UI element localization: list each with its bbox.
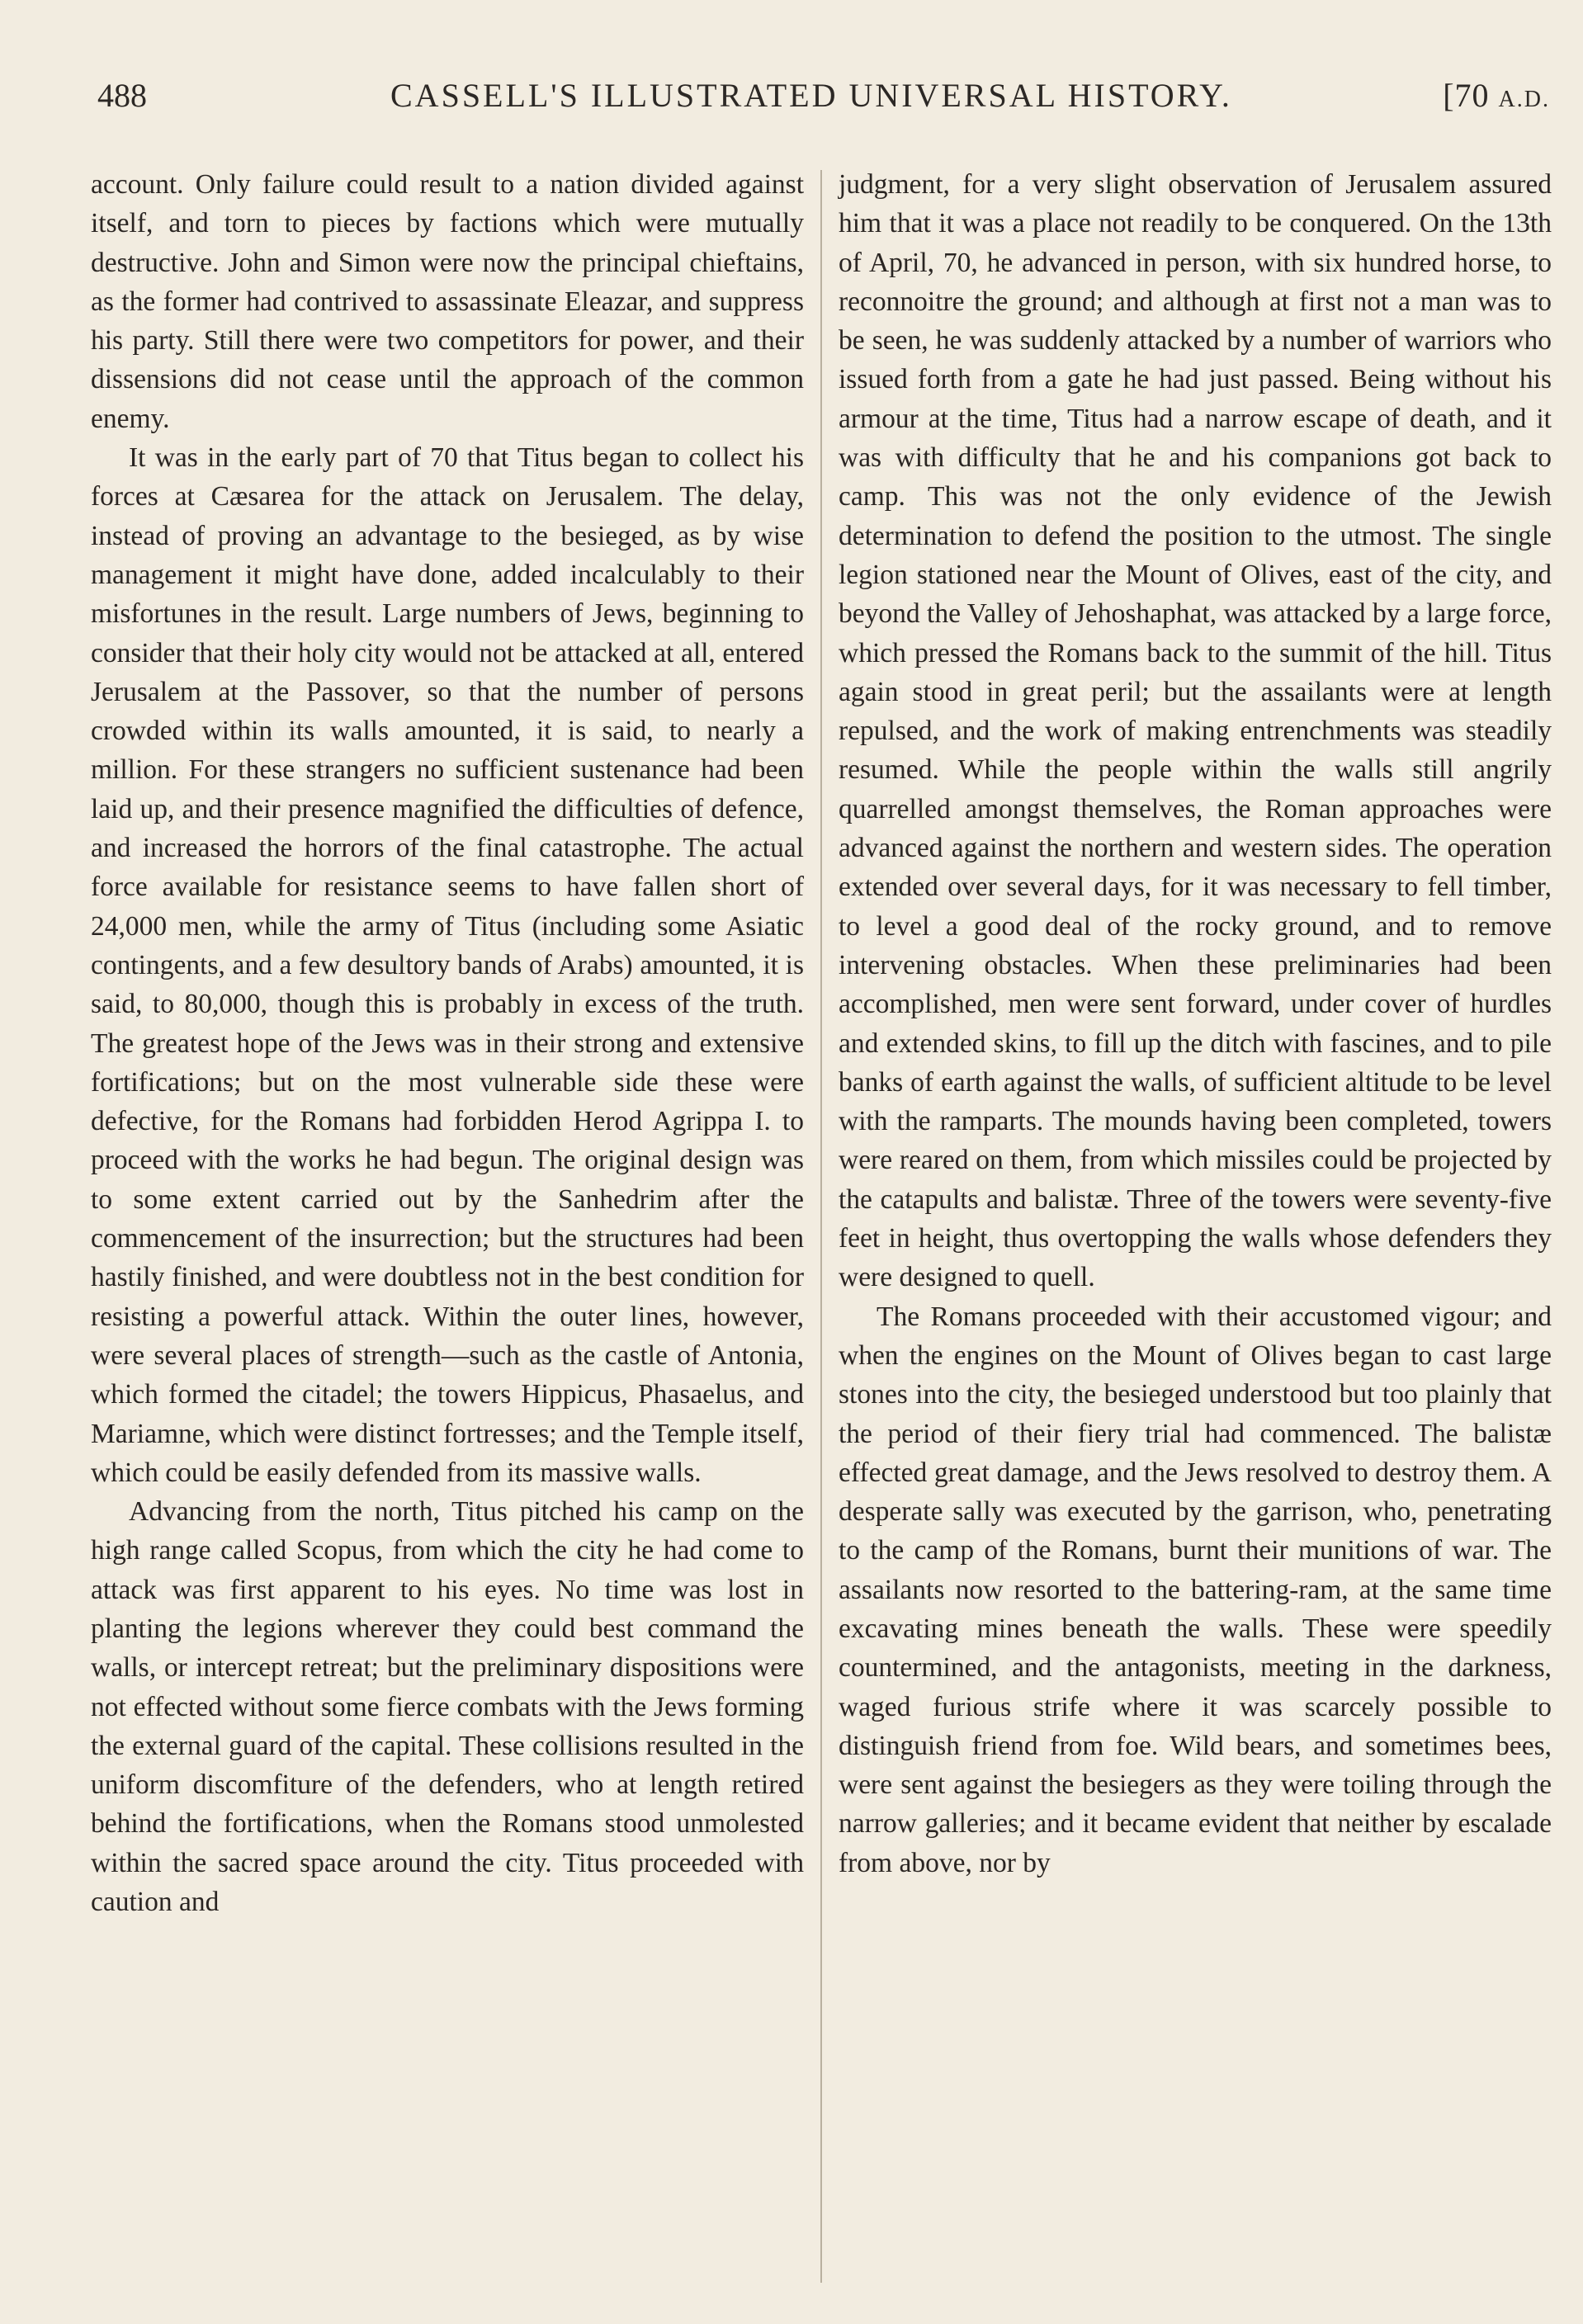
left-column	[91, 165, 804, 1921]
column-divider	[820, 170, 822, 2283]
page-title: CASSELL'S ILLUSTRATED UNIVERSAL HISTORY.	[390, 77, 1232, 114]
date-era: A.D.	[1498, 87, 1550, 112]
date-number: [70	[1443, 77, 1490, 114]
paragraph: The Romans proceeded with their accustomed vigour; and when the engines on the Mount of Olives began to cast large stones into the city, the besieged understood but too plainly that the period of their fiery trial had commenced. The balistæ effected great damage, and the Jews resolved to destroy them. A desperate sally was executed by the garrison, who, penetrating to the camp of the Romans, burnt their munitions of war. The assailants now resorted to the battering-ram, at the same time excavating mines beneath the walls. These were speedily countermined, and the antagonists, meeting in the darkness, waged furious strife where it was scarcely possible to distinguish friend from foe. Wild bears, and sometimes bees, were sent against the besiegers as they were toiling through the narrow galleries; and it became evident that neither by escalade from above, nor by	[839, 1301, 1552, 1878]
paragraph: judgment, for a very slight observation of Jerusalem assured him that it was a place not readily to be conquered. On the 13th of April, 70, he advanced in person, with six hundred horse, to reconnoitre the ground; and although at first not a man was to be seen, he was suddenly attacked by a number of warriors who issued forth from a gate he had just passed. Being without his armour at the time, Titus had a narrow escape of death, and it was with difficulty that he and his companions got back to camp. This was not the only evidence of the Jewish determination to defend the position to the utmost. The single legion stationed near the Mount of Olives, east of the city, and beyond the Valley of Jehoshaphat, was attacked by a large force, which pressed the Romans back to the summit of the hill. Titus again stood in great peril; but the assailants were at length repulsed, and the work of making entrenchments was steadily resumed. While the people within the walls still angrily quarrelled amongst themselves, the Roman approaches were advanced against the northern and western sides. The operation extended over several days, for it was necessary to fell timber, to level a good deal of the rocky ground, and to remove intervening obstacles. When these preliminaries had been accomplished, men were sent forward, under cover of hurdles and extended skins, to fill up the ditch with fascines, and to pile banks of earth against the walls, of sufficient altitude to be level with the ramparts. The mounds having been completed, towers were reared on them, from which missiles could be projected by the catapults and balistæ. Three of the towers were seventy-five feet in height, thus overtopping the walls whose defenders they were designed to quell.	[839, 169, 1552, 1293]
right-column	[839, 165, 1552, 1882]
paragraph: Advancing from the north, Titus pitched his camp on the high range called Scopus, from which the city he had come to attack was first apparent to his eyes. No time was lost in planting the legions wherever they could best command the walls, or intercept retreat; but the preliminary dispositions were not effected without some fierce combats with the Jews forming the external guard of the capital. These collisions resulted in the uniform discomfiture of the defenders, who at length retired behind the fortifications, when the Romans stood unmolested within the sacred space around the city. Titus proceeded with caution and	[91, 1496, 804, 1918]
date-marker	[1443, 76, 1550, 115]
page-number: 488	[97, 77, 147, 114]
running-head	[97, 76, 1550, 125]
paragraph: It was in the early part of 70 that Titus began to collect his forces at Cæsarea for the attack on Jerusalem. The delay, instead of proving an advantage to the besieged, as by wise management it might have done, added incalculably to their misfortunes in the result. Large numbers of Jews, beginning to consider that their holy city would not be attacked at all, entered Jerusalem at the Passover, so that the number of persons crowded within its walls amounted, it is said, to nearly a million. For these strangers no sufficient sustenance had been laid up, and their presence magnified the difficulties of defence, and increased the horrors of the final catastrophe. The actual force available for resistance seems to have fallen short of 24,000 men, while the army of Titus (including some Asiatic contingents, and a few desultory bands of Arabs) amounted, it is said, to 80,000, though this is probably in excess of the truth. The greatest hope of the Jews was in their strong and extensive fortifications; but on the most vulnerable side these were defective, for the Romans had forbidden Herod Agrippa I. to proceed with the works he had begun. The original design was to some extent carried out by the Sanhedrim after the commencement of the insurrection; but the structures had been hastily finished, and were doubtless not in the best condition for resisting a powerful attack. Within the outer lines, however, were several places of strength—such as the castle of Antonia, which formed the citadel; the towers Hippicus, Phasaelus, and Mariamne, which were distinct fortresses; and the Temple itself, which could be easily defended from its massive walls.	[91, 442, 804, 1488]
paragraph: account. Only failure could result to a nation divided against itself, and torn to pieces by factions which were mutually destructive. John and Simon were now the principal chieftains, as the former had contrived to assassinate Eleazar, and suppress his party. Still there were two competitors for power, and their dissensions did not cease until the approach of the common enemy.	[91, 169, 804, 434]
